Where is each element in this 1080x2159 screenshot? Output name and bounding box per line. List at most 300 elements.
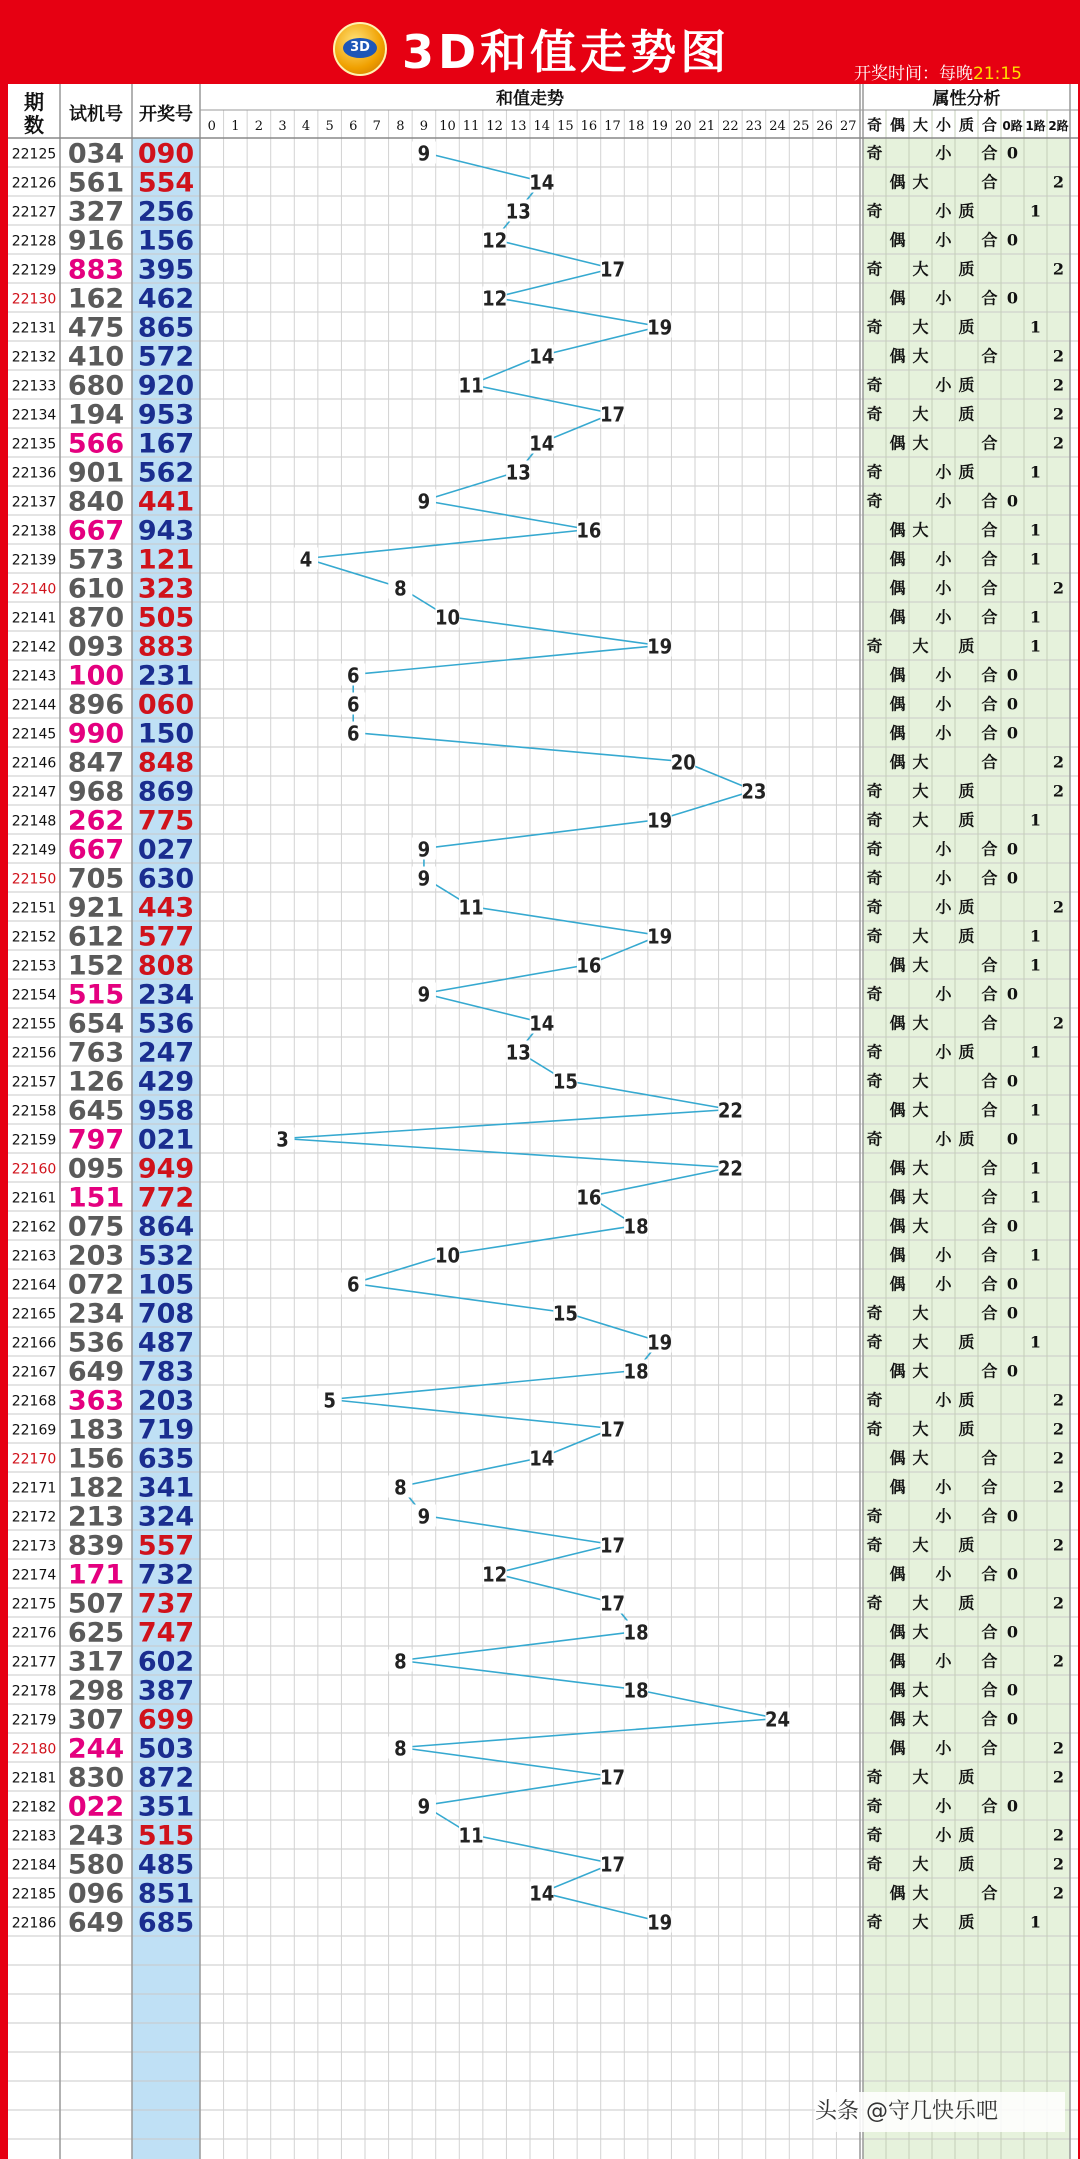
attr-cell: 大 xyxy=(912,636,929,656)
draw-number: 808 xyxy=(137,950,195,982)
attr-cell: 小 xyxy=(935,839,952,859)
attr-cell: 合 xyxy=(981,578,998,598)
attr-cell: 质 xyxy=(958,375,975,395)
attr-cell: 偶 xyxy=(889,665,906,685)
period-cell: 22165 xyxy=(11,1306,57,1323)
attr-cell: 0 xyxy=(1006,694,1019,714)
attr-cell: 合 xyxy=(981,1651,998,1671)
attr-cell: 质 xyxy=(958,1419,975,1439)
attr-cell: 合 xyxy=(981,694,998,714)
attr-cell: 0 xyxy=(1006,1622,1019,1642)
attr-cell: 2 xyxy=(1052,1448,1065,1468)
attr-cell: 质 xyxy=(958,259,975,279)
sum-point-label: 17 xyxy=(599,1852,626,1877)
attr-cell: 偶 xyxy=(889,346,906,366)
sum-point-label: 16 xyxy=(576,518,602,543)
sum-point-label: 4 xyxy=(299,547,313,572)
attr-cell: 小 xyxy=(935,1506,952,1526)
sum-point-label: 11 xyxy=(458,373,484,398)
attr-cell: 合 xyxy=(981,1216,998,1236)
attr-cell: 偶 xyxy=(889,1274,906,1294)
attr-cell: 大 xyxy=(912,1709,929,1729)
attr-cell: 奇 xyxy=(866,1419,883,1439)
attr-cell: 偶 xyxy=(889,1216,906,1236)
attr-cell: 大 xyxy=(912,1013,929,1033)
test-number: 610 xyxy=(67,573,125,605)
draw-number: 557 xyxy=(137,1530,195,1562)
attr-cell: 奇 xyxy=(866,491,883,511)
period-cell: 22149 xyxy=(11,842,57,859)
draw-number: 150 xyxy=(137,718,195,750)
attr-header-cell: 2路 xyxy=(1048,119,1069,133)
sum-point-label: 22 xyxy=(717,1156,743,1181)
sum-point-label: 10 xyxy=(434,1243,461,1268)
test-number: 151 xyxy=(67,1182,125,1214)
period-cell: 22144 xyxy=(11,697,57,714)
attr-cell: 大 xyxy=(912,1332,929,1352)
period-cell: 22133 xyxy=(11,378,57,395)
test-number: 990 xyxy=(67,718,125,750)
attr-cell: 奇 xyxy=(866,810,883,830)
attr-cell: 小 xyxy=(935,984,952,1004)
period-cell: 22170 xyxy=(11,1451,57,1468)
sum-axis-tick: 23 xyxy=(745,119,763,134)
attr-cell: 小 xyxy=(935,694,952,714)
period-cell: 22179 xyxy=(11,1712,57,1729)
sum-point-label: 13 xyxy=(505,1040,531,1065)
test-number: 022 xyxy=(67,1791,125,1823)
draw-number: 395 xyxy=(137,254,195,286)
attr-cell: 2 xyxy=(1052,1883,1065,1903)
attr-cell: 大 xyxy=(912,1854,929,1874)
attr-cell: 偶 xyxy=(889,1448,906,1468)
test-number: 363 xyxy=(67,1385,125,1417)
sum-axis-tick: 1 xyxy=(231,119,240,134)
sum-point-label: 12 xyxy=(482,228,508,253)
draw-number: 515 xyxy=(137,1820,195,1852)
draw-number: 783 xyxy=(137,1356,195,1388)
attr-cell: 大 xyxy=(912,317,929,337)
attr-cell: 2 xyxy=(1052,1738,1065,1758)
period-cell: 22178 xyxy=(11,1683,57,1700)
draw-number: 485 xyxy=(137,1849,195,1881)
sum-axis-tick: 17 xyxy=(604,119,621,134)
attr-cell: 2 xyxy=(1052,1419,1065,1439)
attr-cell: 偶 xyxy=(889,172,906,192)
trend-chart xyxy=(8,84,1078,2159)
attr-cell: 偶 xyxy=(889,1013,906,1033)
attr-cell: 1 xyxy=(1029,201,1042,221)
sum-point-label: 9 xyxy=(417,982,431,1007)
sum-axis-tick: 3 xyxy=(278,119,287,134)
period-cell: 22134 xyxy=(11,407,57,424)
attr-cell: 大 xyxy=(912,1448,929,1468)
sum-point-label: 8 xyxy=(394,576,407,601)
attr-cell: 质 xyxy=(958,1129,975,1149)
attr-cell: 0 xyxy=(1006,1303,1019,1323)
attr-header-cell: 小 xyxy=(935,116,952,134)
period-cell: 22127 xyxy=(11,204,57,221)
sum-trend-header: 和值走势 xyxy=(496,89,564,109)
period-cell: 22139 xyxy=(11,552,57,569)
attr-cell: 0 xyxy=(1006,1506,1019,1526)
sum-point-label: 18 xyxy=(623,1214,649,1239)
period-cell: 22150 xyxy=(11,871,57,888)
test-number: 921 xyxy=(67,892,125,924)
attr-cell: 质 xyxy=(958,1825,975,1845)
attr-cell: 小 xyxy=(935,1245,952,1265)
sum-axis-tick: 25 xyxy=(792,119,810,134)
test-number: 093 xyxy=(67,631,125,663)
attr-cell: 0 xyxy=(1006,230,1019,250)
attr-cell: 合 xyxy=(981,1883,998,1903)
attr-cell: 1 xyxy=(1029,1158,1042,1178)
sum-point-label: 14 xyxy=(529,170,555,195)
attr-cell: 大 xyxy=(912,1187,929,1207)
attr-cell: 大 xyxy=(912,433,929,453)
period-cell: 22130 xyxy=(11,291,57,308)
sum-point-label: 24 xyxy=(764,1707,791,1732)
attr-cell: 偶 xyxy=(889,288,906,308)
test-number: 883 xyxy=(67,254,125,286)
test-number: 075 xyxy=(67,1211,125,1243)
attr-cell: 合 xyxy=(981,1303,998,1323)
period-cell: 22128 xyxy=(11,233,57,250)
sum-axis-tick: 7 xyxy=(372,119,381,134)
attr-cell: 1 xyxy=(1029,810,1042,830)
draw-number: 953 xyxy=(137,399,195,431)
test-number: 649 xyxy=(67,1907,125,1939)
draw-number: 708 xyxy=(137,1298,195,1330)
test-number: 705 xyxy=(67,863,125,895)
attr-cell: 0 xyxy=(1006,665,1019,685)
attr-cell: 奇 xyxy=(866,1767,883,1787)
attr-cell: 偶 xyxy=(889,1158,906,1178)
sum-point-label: 17 xyxy=(599,1591,626,1616)
period-cell: 22169 xyxy=(11,1422,57,1439)
attr-cell: 偶 xyxy=(889,549,906,569)
period-cell: 22155 xyxy=(11,1016,57,1033)
attr-cell: 偶 xyxy=(889,1622,906,1642)
draw-number: 027 xyxy=(137,834,195,866)
draw-number: 060 xyxy=(137,689,195,721)
sum-axis-tick: 2 xyxy=(254,119,264,134)
sum-point-label: 14 xyxy=(529,1446,555,1471)
test-number: 162 xyxy=(67,283,125,315)
test-number: 625 xyxy=(67,1617,125,1649)
draw-number: 577 xyxy=(137,921,195,953)
attr-cell: 大 xyxy=(912,259,929,279)
attr-cell: 合 xyxy=(981,1709,998,1729)
test-number: 317 xyxy=(67,1646,125,1678)
watermark: 头条 @守几快乐吧 xyxy=(815,2092,1065,2132)
attr-cell: 小 xyxy=(935,1796,952,1816)
draw-number: 554 xyxy=(137,167,195,199)
draw-number: 503 xyxy=(137,1733,195,1765)
period-cell: 22161 xyxy=(11,1190,57,1207)
sum-point-label: 18 xyxy=(623,1620,649,1645)
attr-cell: 偶 xyxy=(889,1564,906,1584)
draw-number: 775 xyxy=(137,805,195,837)
attr-cell: 小 xyxy=(935,897,952,917)
attr-cell: 偶 xyxy=(889,1709,906,1729)
test-number: 213 xyxy=(67,1501,125,1533)
attr-cell: 2 xyxy=(1052,1477,1065,1497)
attr-cell: 偶 xyxy=(889,1245,906,1265)
draw-number: 443 xyxy=(137,892,195,924)
sum-point-label: 17 xyxy=(599,257,626,282)
sum-point-label: 15 xyxy=(552,1069,578,1094)
attr-cell: 2 xyxy=(1052,1013,1065,1033)
attr-cell: 奇 xyxy=(866,1535,883,1555)
sum-axis-tick: 11 xyxy=(462,119,480,134)
attr-cell: 质 xyxy=(958,1593,975,1613)
draw-number: 231 xyxy=(137,660,195,692)
attr-cell: 2 xyxy=(1052,259,1065,279)
test-number: 298 xyxy=(67,1675,125,1707)
attr-cell: 0 xyxy=(1006,1071,1019,1091)
attr-cell: 合 xyxy=(981,1274,998,1294)
attr-cell: 偶 xyxy=(889,723,906,743)
attr-cell: 小 xyxy=(935,1390,952,1410)
sum-axis-tick: 14 xyxy=(533,119,551,134)
attr-cell: 合 xyxy=(981,607,998,627)
attr-cell: 合 xyxy=(981,1013,998,1033)
attr-cell: 质 xyxy=(958,636,975,656)
sum-point-label: 18 xyxy=(623,1359,649,1384)
period-cell: 22126 xyxy=(11,175,57,192)
period-cell: 22176 xyxy=(11,1625,57,1642)
draw-number: 387 xyxy=(137,1675,195,1707)
period-cell: 22184 xyxy=(11,1857,57,1874)
attr-cell: 1 xyxy=(1029,607,1042,627)
sum-axis-tick: 10 xyxy=(439,119,456,134)
sum-point-label: 9 xyxy=(417,1794,431,1819)
attr-cell: 合 xyxy=(981,143,998,163)
attr-cell: 合 xyxy=(981,1071,998,1091)
attr-cell: 小 xyxy=(935,1042,952,1062)
attr-cell: 偶 xyxy=(889,1680,906,1700)
period-header-line2: 数 xyxy=(24,113,44,137)
period-cell: 22182 xyxy=(11,1799,57,1816)
attr-cell: 偶 xyxy=(889,520,906,540)
attr-cell: 1 xyxy=(1029,926,1042,946)
period-cell: 22142 xyxy=(11,639,57,656)
attr-cell: 质 xyxy=(958,1854,975,1874)
test-number: 840 xyxy=(67,486,125,518)
attr-cell: 大 xyxy=(912,955,929,975)
sum-point-label: 14 xyxy=(529,1011,555,1036)
period-cell: 22131 xyxy=(11,320,57,337)
test-number: 654 xyxy=(67,1008,125,1040)
sum-point-label: 9 xyxy=(417,489,431,514)
attr-cell: 1 xyxy=(1029,462,1042,482)
sum-point-label: 5 xyxy=(323,1388,336,1413)
draw-number: 203 xyxy=(137,1385,195,1417)
sum-point-label: 9 xyxy=(417,141,431,166)
draw-number: 505 xyxy=(137,602,195,634)
attr-header-cell: 偶 xyxy=(889,116,906,134)
test-number: 896 xyxy=(67,689,125,721)
attr-cell: 合 xyxy=(981,1680,998,1700)
attr-cell: 质 xyxy=(958,1912,975,1932)
attr-cell: 0 xyxy=(1006,1796,1019,1816)
attr-cell: 大 xyxy=(912,926,929,946)
attr-cell: 合 xyxy=(981,230,998,250)
period-cell: 22148 xyxy=(11,813,57,830)
period-cell: 22180 xyxy=(11,1741,57,1758)
test-number: 262 xyxy=(67,805,125,837)
draw-number: 719 xyxy=(137,1414,195,1446)
period-cell: 22163 xyxy=(11,1248,57,1265)
period-cell: 22186 xyxy=(11,1915,57,1932)
period-cell: 22174 xyxy=(11,1567,57,1584)
attr-cell: 奇 xyxy=(866,1332,883,1352)
trend-board xyxy=(8,84,1078,2159)
attr-cell: 大 xyxy=(912,1535,929,1555)
attr-cell: 大 xyxy=(912,1622,929,1642)
sum-axis-tick: 8 xyxy=(396,119,405,134)
attr-cell: 偶 xyxy=(889,230,906,250)
sum-point-label: 19 xyxy=(647,808,673,833)
draw-number: 324 xyxy=(137,1501,195,1533)
draw-number: 487 xyxy=(137,1327,195,1359)
attr-cell: 2 xyxy=(1052,578,1065,598)
sum-axis-tick: 9 xyxy=(419,119,429,134)
header-banner xyxy=(0,0,1080,84)
attr-cell: 小 xyxy=(935,143,952,163)
sum-axis-tick: 19 xyxy=(651,119,668,134)
draw-number: 323 xyxy=(137,573,195,605)
sum-point-label: 8 xyxy=(394,1475,407,1500)
test-number: 096 xyxy=(67,1878,125,1910)
attr-header-cell: 1路 xyxy=(1025,119,1046,133)
test-number: 566 xyxy=(67,428,125,460)
test-number: 580 xyxy=(67,1849,125,1881)
attr-cell: 小 xyxy=(935,578,952,598)
draw-number: 851 xyxy=(137,1878,195,1910)
test-number: 916 xyxy=(67,225,125,257)
sum-point-label: 12 xyxy=(482,1562,508,1587)
period-cell: 22143 xyxy=(11,668,57,685)
attr-cell: 小 xyxy=(935,1564,952,1584)
attr-cell: 合 xyxy=(981,1622,998,1642)
attr-cell: 偶 xyxy=(889,1883,906,1903)
attr-cell: 奇 xyxy=(866,143,883,163)
test-number: 307 xyxy=(67,1704,125,1736)
sum-point-label: 18 xyxy=(623,1678,649,1703)
attr-cell: 大 xyxy=(912,810,929,830)
period-cell: 22154 xyxy=(11,987,57,1004)
draw-number: 883 xyxy=(137,631,195,663)
attr-cell: 合 xyxy=(981,868,998,888)
sum-axis-tick: 13 xyxy=(509,119,527,134)
attr-cell: 偶 xyxy=(889,1651,906,1671)
period-cell: 22135 xyxy=(11,436,57,453)
attr-cell: 大 xyxy=(912,1593,929,1613)
test-number: 243 xyxy=(67,1820,125,1852)
attr-cell: 合 xyxy=(981,1796,998,1816)
attr-cell: 奇 xyxy=(866,1593,883,1613)
test-number: 156 xyxy=(67,1443,125,1475)
attr-cell: 合 xyxy=(981,723,998,743)
period-cell: 22129 xyxy=(11,262,57,279)
attr-cell: 合 xyxy=(981,1738,998,1758)
period-cell: 22172 xyxy=(11,1509,57,1526)
period-cell: 22166 xyxy=(11,1335,57,1352)
period-cell: 22136 xyxy=(11,465,57,482)
attr-cell: 合 xyxy=(981,549,998,569)
attr-cell: 奇 xyxy=(866,404,883,424)
attr-cell: 奇 xyxy=(866,201,883,221)
attr-cell: 奇 xyxy=(866,1796,883,1816)
attr-cell: 合 xyxy=(981,955,998,975)
sum-point-label: 9 xyxy=(417,1504,431,1529)
test-number: 763 xyxy=(67,1037,125,1069)
sum-axis-tick: 20 xyxy=(674,119,692,134)
attr-cell: 0 xyxy=(1006,288,1019,308)
attr-cell: 合 xyxy=(981,433,998,453)
attr-cell: 1 xyxy=(1029,636,1042,656)
sum-point-label: 13 xyxy=(505,199,531,224)
attr-cell: 2 xyxy=(1052,781,1065,801)
attr-cell: 1 xyxy=(1029,1100,1042,1120)
attr-cell: 1 xyxy=(1029,1187,1042,1207)
draw-number: 536 xyxy=(137,1008,195,1040)
attr-cell: 质 xyxy=(958,926,975,946)
attr-cell: 小 xyxy=(935,549,952,569)
attr-cell: 奇 xyxy=(866,375,883,395)
sum-axis-tick: 26 xyxy=(816,119,833,134)
sum-axis-tick: 0 xyxy=(207,119,216,134)
sum-point-label: 13 xyxy=(505,460,531,485)
period-cell: 22152 xyxy=(11,929,57,946)
attr-cell: 0 xyxy=(1006,1274,1019,1294)
period-cell: 22158 xyxy=(11,1103,57,1120)
period-cell: 22159 xyxy=(11,1132,57,1149)
attr-cell: 0 xyxy=(1006,1709,1019,1729)
period-cell: 22175 xyxy=(11,1596,57,1613)
attr-cell: 小 xyxy=(935,491,952,511)
draw-number: 685 xyxy=(137,1907,195,1939)
attr-cell: 1 xyxy=(1029,317,1042,337)
sum-axis-tick: 6 xyxy=(349,119,358,134)
attr-cell: 合 xyxy=(981,172,998,192)
draw-time xyxy=(854,59,1022,84)
sum-point-label: 17 xyxy=(599,402,626,427)
sum-point-label: 16 xyxy=(576,953,602,978)
attr-cell: 奇 xyxy=(866,926,883,946)
draw-time-label: 开奖时间：每晚 xyxy=(854,64,973,84)
draw-number: 441 xyxy=(137,486,195,518)
attr-cell: 合 xyxy=(981,1361,998,1381)
test-number: 830 xyxy=(67,1762,125,1794)
period-cell: 22153 xyxy=(11,958,57,975)
attr-cell: 2 xyxy=(1052,375,1065,395)
attr-cell: 奇 xyxy=(866,897,883,917)
test-number: 100 xyxy=(67,660,125,692)
draw-number: 156 xyxy=(137,225,195,257)
attr-header-cell: 0路 xyxy=(1002,119,1023,133)
period-cell: 22151 xyxy=(11,900,57,917)
sum-point-label: 9 xyxy=(417,866,431,891)
attr-cell: 大 xyxy=(912,1071,929,1091)
attr-cell: 质 xyxy=(958,201,975,221)
attr-cell: 0 xyxy=(1006,1361,1019,1381)
test-number: 244 xyxy=(67,1733,125,1765)
attr-cell: 2 xyxy=(1052,1390,1065,1410)
draw-number: 234 xyxy=(137,979,195,1011)
